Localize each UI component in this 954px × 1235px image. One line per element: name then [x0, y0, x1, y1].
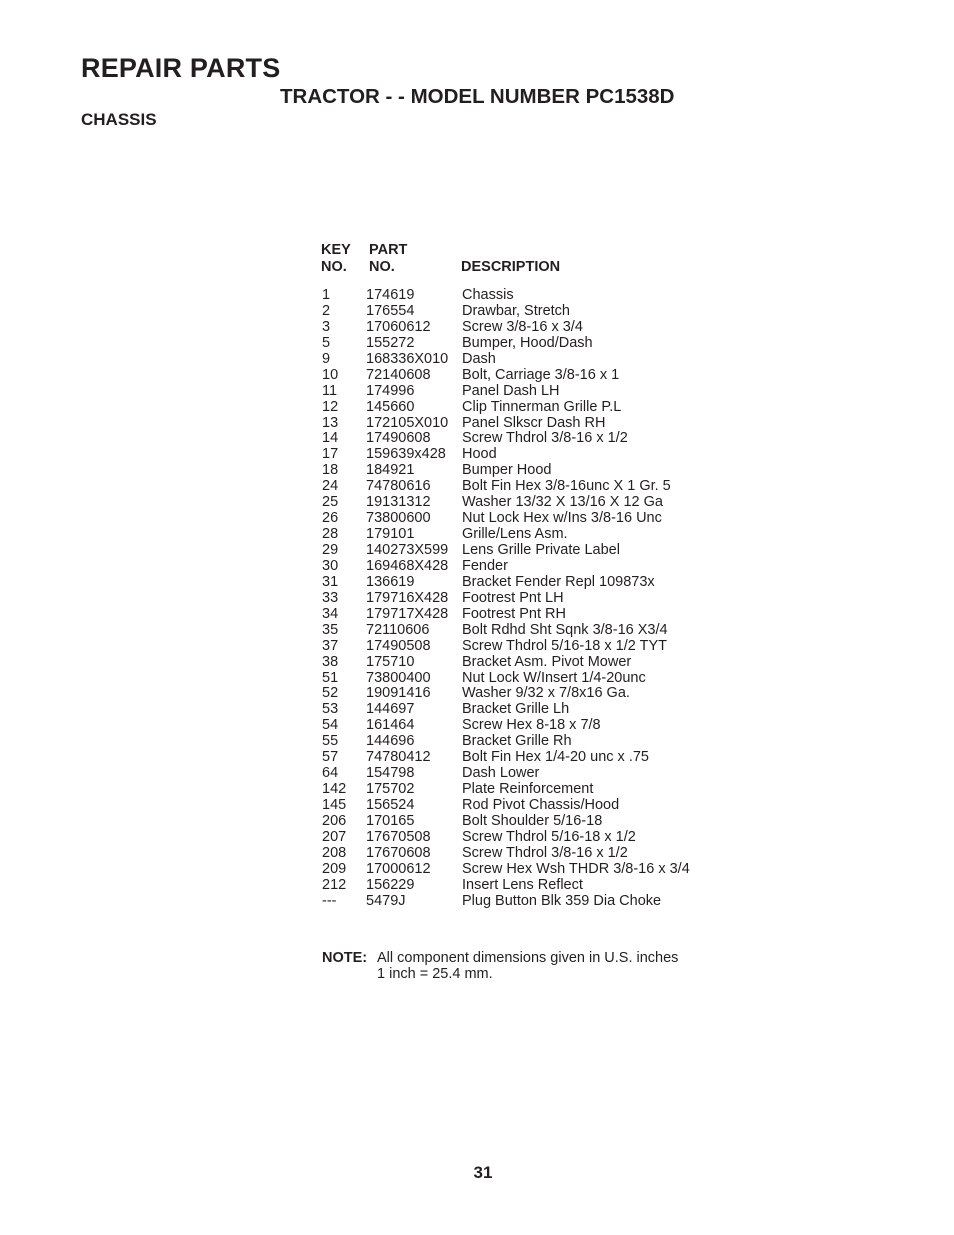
- header-description: DESCRIPTION: [461, 259, 561, 275]
- key-cell: 1: [322, 287, 331, 303]
- key-cell: 64: [322, 765, 339, 782]
- part-number-cell: 156524: [366, 797, 415, 813]
- part-number-cell: 184921: [366, 462, 415, 479]
- part-number-cell: 74780616: [366, 478, 431, 495]
- key-cell: 208: [322, 844, 347, 861]
- part-number-cell: 140273X599: [366, 542, 449, 558]
- description-cell: Bumper, Hood/Dash: [462, 334, 593, 351]
- part-number-cell: 175710: [366, 653, 415, 670]
- part-number-cell: 169468X428: [366, 557, 449, 574]
- part-number-cell: 73800400: [366, 669, 431, 686]
- description-cell: Clip Tinnerman Grille P.L: [462, 398, 622, 415]
- description-cell: Screw Thdrol 3/8-16 x 1/2: [462, 430, 628, 447]
- part-number-cell: 175702: [366, 781, 415, 798]
- description-cell: Nut Lock Hex w/Ins 3/8-16 Unc: [462, 510, 662, 527]
- page-number: 31: [473, 1163, 493, 1182]
- key-cell: ---: [322, 892, 337, 909]
- part-number-cell: 161464: [366, 717, 415, 734]
- part-number-cell: 72140608: [366, 366, 431, 383]
- key-cell: 13: [322, 414, 339, 431]
- description-cell: Screw 3/8-16 x 3/4: [462, 318, 583, 335]
- description-cell: Dash: [462, 350, 496, 367]
- key-cell: 38: [322, 653, 339, 670]
- key-cell: 10: [322, 366, 339, 383]
- description-cell: Screw Thdrol 3/8-16 x 1/2: [462, 844, 628, 861]
- description-cell: Bracket Fender Repl 109873x: [462, 573, 655, 590]
- note-line-2: 1 inch = 25.4 mm.: [377, 966, 493, 982]
- part-number-cell: 170165: [366, 812, 415, 829]
- description-cell: Washer 9/32 x 7/8x16 Ga.: [462, 685, 630, 702]
- part-number-cell: 73800600: [366, 510, 431, 527]
- key-cell: 2: [322, 302, 331, 319]
- description-cell: Bolt Fin Hex 3/8-16unc X 1 Gr. 5: [462, 478, 671, 495]
- description-cell: Drawbar, Stretch: [462, 302, 570, 319]
- part-number-cell: 72110606: [366, 621, 430, 638]
- key-cell: 28: [322, 526, 339, 543]
- key-cell: 207: [322, 828, 347, 845]
- key-cell: 212: [322, 876, 347, 893]
- description-cell: Screw Thdrol 5/16-18 x 1/2 TYT: [462, 637, 667, 654]
- description-cell: Footrest Pnt RH: [462, 605, 566, 622]
- description-cell: Panel Dash LH: [462, 382, 560, 399]
- part-number-cell: 19091416: [366, 685, 431, 702]
- key-cell: 17: [322, 446, 339, 463]
- description-cell: Rod Pivot Chassis/Hood: [462, 797, 620, 813]
- model-subtitle: TRACTOR - - MODEL NUMBER PC1538D: [280, 85, 675, 108]
- part-number-cell: 17060612: [366, 318, 431, 335]
- part-number-cell: 5479J: [366, 892, 406, 909]
- part-number-cell: 156229: [366, 876, 415, 893]
- header-key-line1: KEY: [321, 242, 351, 258]
- key-cell: 26: [322, 510, 339, 527]
- part-number-cell: 17000612: [366, 860, 431, 877]
- key-cell: 25: [322, 494, 339, 511]
- header-part-line2: NO.: [369, 259, 395, 275]
- part-number-cell: 179716X428: [366, 589, 449, 606]
- part-number-cell: 168336X010: [366, 350, 449, 367]
- description-cell: Dash Lower: [462, 765, 540, 782]
- part-number-cell: 176554: [366, 302, 415, 319]
- part-number-cell: 155272: [366, 334, 415, 351]
- key-cell: 33: [322, 589, 339, 606]
- key-cell: 145: [322, 797, 347, 813]
- key-cell: 34: [322, 605, 339, 622]
- part-number-cell: 144696: [366, 733, 415, 750]
- key-cell: 18: [322, 462, 339, 479]
- description-cell: Plug Button Blk 359 Dia Choke: [462, 892, 662, 909]
- key-cell: 206: [322, 812, 347, 829]
- key-cell: 9: [322, 350, 331, 367]
- key-cell: 53: [322, 701, 339, 718]
- part-number-cell: 154798: [366, 765, 415, 782]
- part-number-cell: 179717X428: [366, 605, 449, 622]
- part-number-cell: 74780412: [366, 749, 431, 766]
- description-cell: Bracket Grille Rh: [462, 733, 572, 750]
- header-key-line2: NO.: [321, 259, 347, 275]
- description-cell: Grille/Lens Asm.: [462, 526, 568, 543]
- key-cell: 57: [322, 749, 339, 766]
- key-cell: 3: [322, 318, 331, 335]
- description-cell: Fender: [462, 557, 508, 574]
- part-number-cell: 145660: [366, 398, 415, 415]
- description-cell: Screw Hex Wsh THDR 3/8-16 x 3/4: [462, 860, 690, 877]
- page-title: REPAIR PARTS: [81, 53, 281, 83]
- key-cell: 35: [322, 621, 339, 638]
- note-line-1: All component dimensions given in U.S. inches: [377, 950, 679, 966]
- description-cell: Insert Lens Reflect: [462, 876, 583, 893]
- description-cell: Footrest Pnt LH: [462, 589, 564, 606]
- part-number-cell: 174996: [366, 382, 415, 399]
- part-number-cell: 17490608: [366, 430, 431, 447]
- description-cell: Nut Lock W/Insert 1/4-20unc: [462, 669, 646, 686]
- description-cell: Chassis: [462, 287, 514, 303]
- part-number-cell: 136619: [366, 573, 415, 590]
- part-number-cell: 17490508: [366, 637, 431, 654]
- key-cell: 29: [322, 542, 339, 558]
- description-cell: Bumper Hood: [462, 462, 552, 479]
- description-cell: Plate Reinforcement: [462, 781, 594, 798]
- key-cell: 12: [322, 398, 339, 415]
- key-cell: 209: [322, 860, 347, 877]
- part-number-cell: 19131312: [366, 494, 431, 511]
- header-part-line1: PART: [369, 242, 408, 258]
- key-cell: 24: [322, 478, 339, 495]
- part-number-cell: 17670508: [366, 828, 431, 845]
- description-cell: Bolt Fin Hex 1/4-20 unc x .75: [462, 749, 649, 766]
- description-cell: Bracket Grille Lh: [462, 701, 570, 718]
- part-number-cell: 159639x428: [366, 446, 446, 463]
- key-cell: 30: [322, 557, 339, 574]
- part-number-cell: 144697: [366, 701, 415, 718]
- note-label: NOTE:: [322, 950, 368, 966]
- key-cell: 55: [322, 733, 339, 750]
- key-cell: 37: [322, 637, 339, 654]
- key-cell: 5: [322, 334, 331, 351]
- description-cell: Bolt, Carriage 3/8-16 x 1: [462, 366, 620, 383]
- description-cell: Washer 13/32 X 13/16 X 12 Ga: [462, 494, 663, 511]
- key-cell: 54: [322, 717, 339, 734]
- part-number-cell: 17670608: [366, 844, 431, 861]
- part-number-cell: 172105X010: [366, 414, 449, 431]
- description-cell: Screw Hex 8-18 x 7/8: [462, 717, 601, 734]
- description-cell: Hood: [462, 446, 497, 463]
- description-cell: Bolt Rdhd Sht Sqnk 3/8-16 X3/4: [462, 621, 668, 638]
- key-cell: 142: [322, 781, 347, 798]
- key-cell: 51: [322, 669, 339, 686]
- key-cell: 31: [322, 573, 339, 590]
- description-cell: Bolt Shoulder 5/16-18: [462, 812, 603, 829]
- description-cell: Panel Slkscr Dash RH: [462, 414, 606, 431]
- description-cell: Bracket Asm. Pivot Mower: [462, 653, 632, 670]
- key-cell: 14: [322, 430, 339, 447]
- key-cell: 11: [322, 382, 338, 399]
- description-cell: Screw Thdrol 5/16-18 x 1/2: [462, 828, 636, 845]
- key-cell: 52: [322, 685, 339, 702]
- section-heading: CHASSIS: [81, 110, 157, 129]
- description-cell: Lens Grille Private Label: [462, 542, 620, 558]
- part-number-cell: 179101: [366, 526, 415, 543]
- part-number-cell: 174619: [366, 287, 415, 303]
